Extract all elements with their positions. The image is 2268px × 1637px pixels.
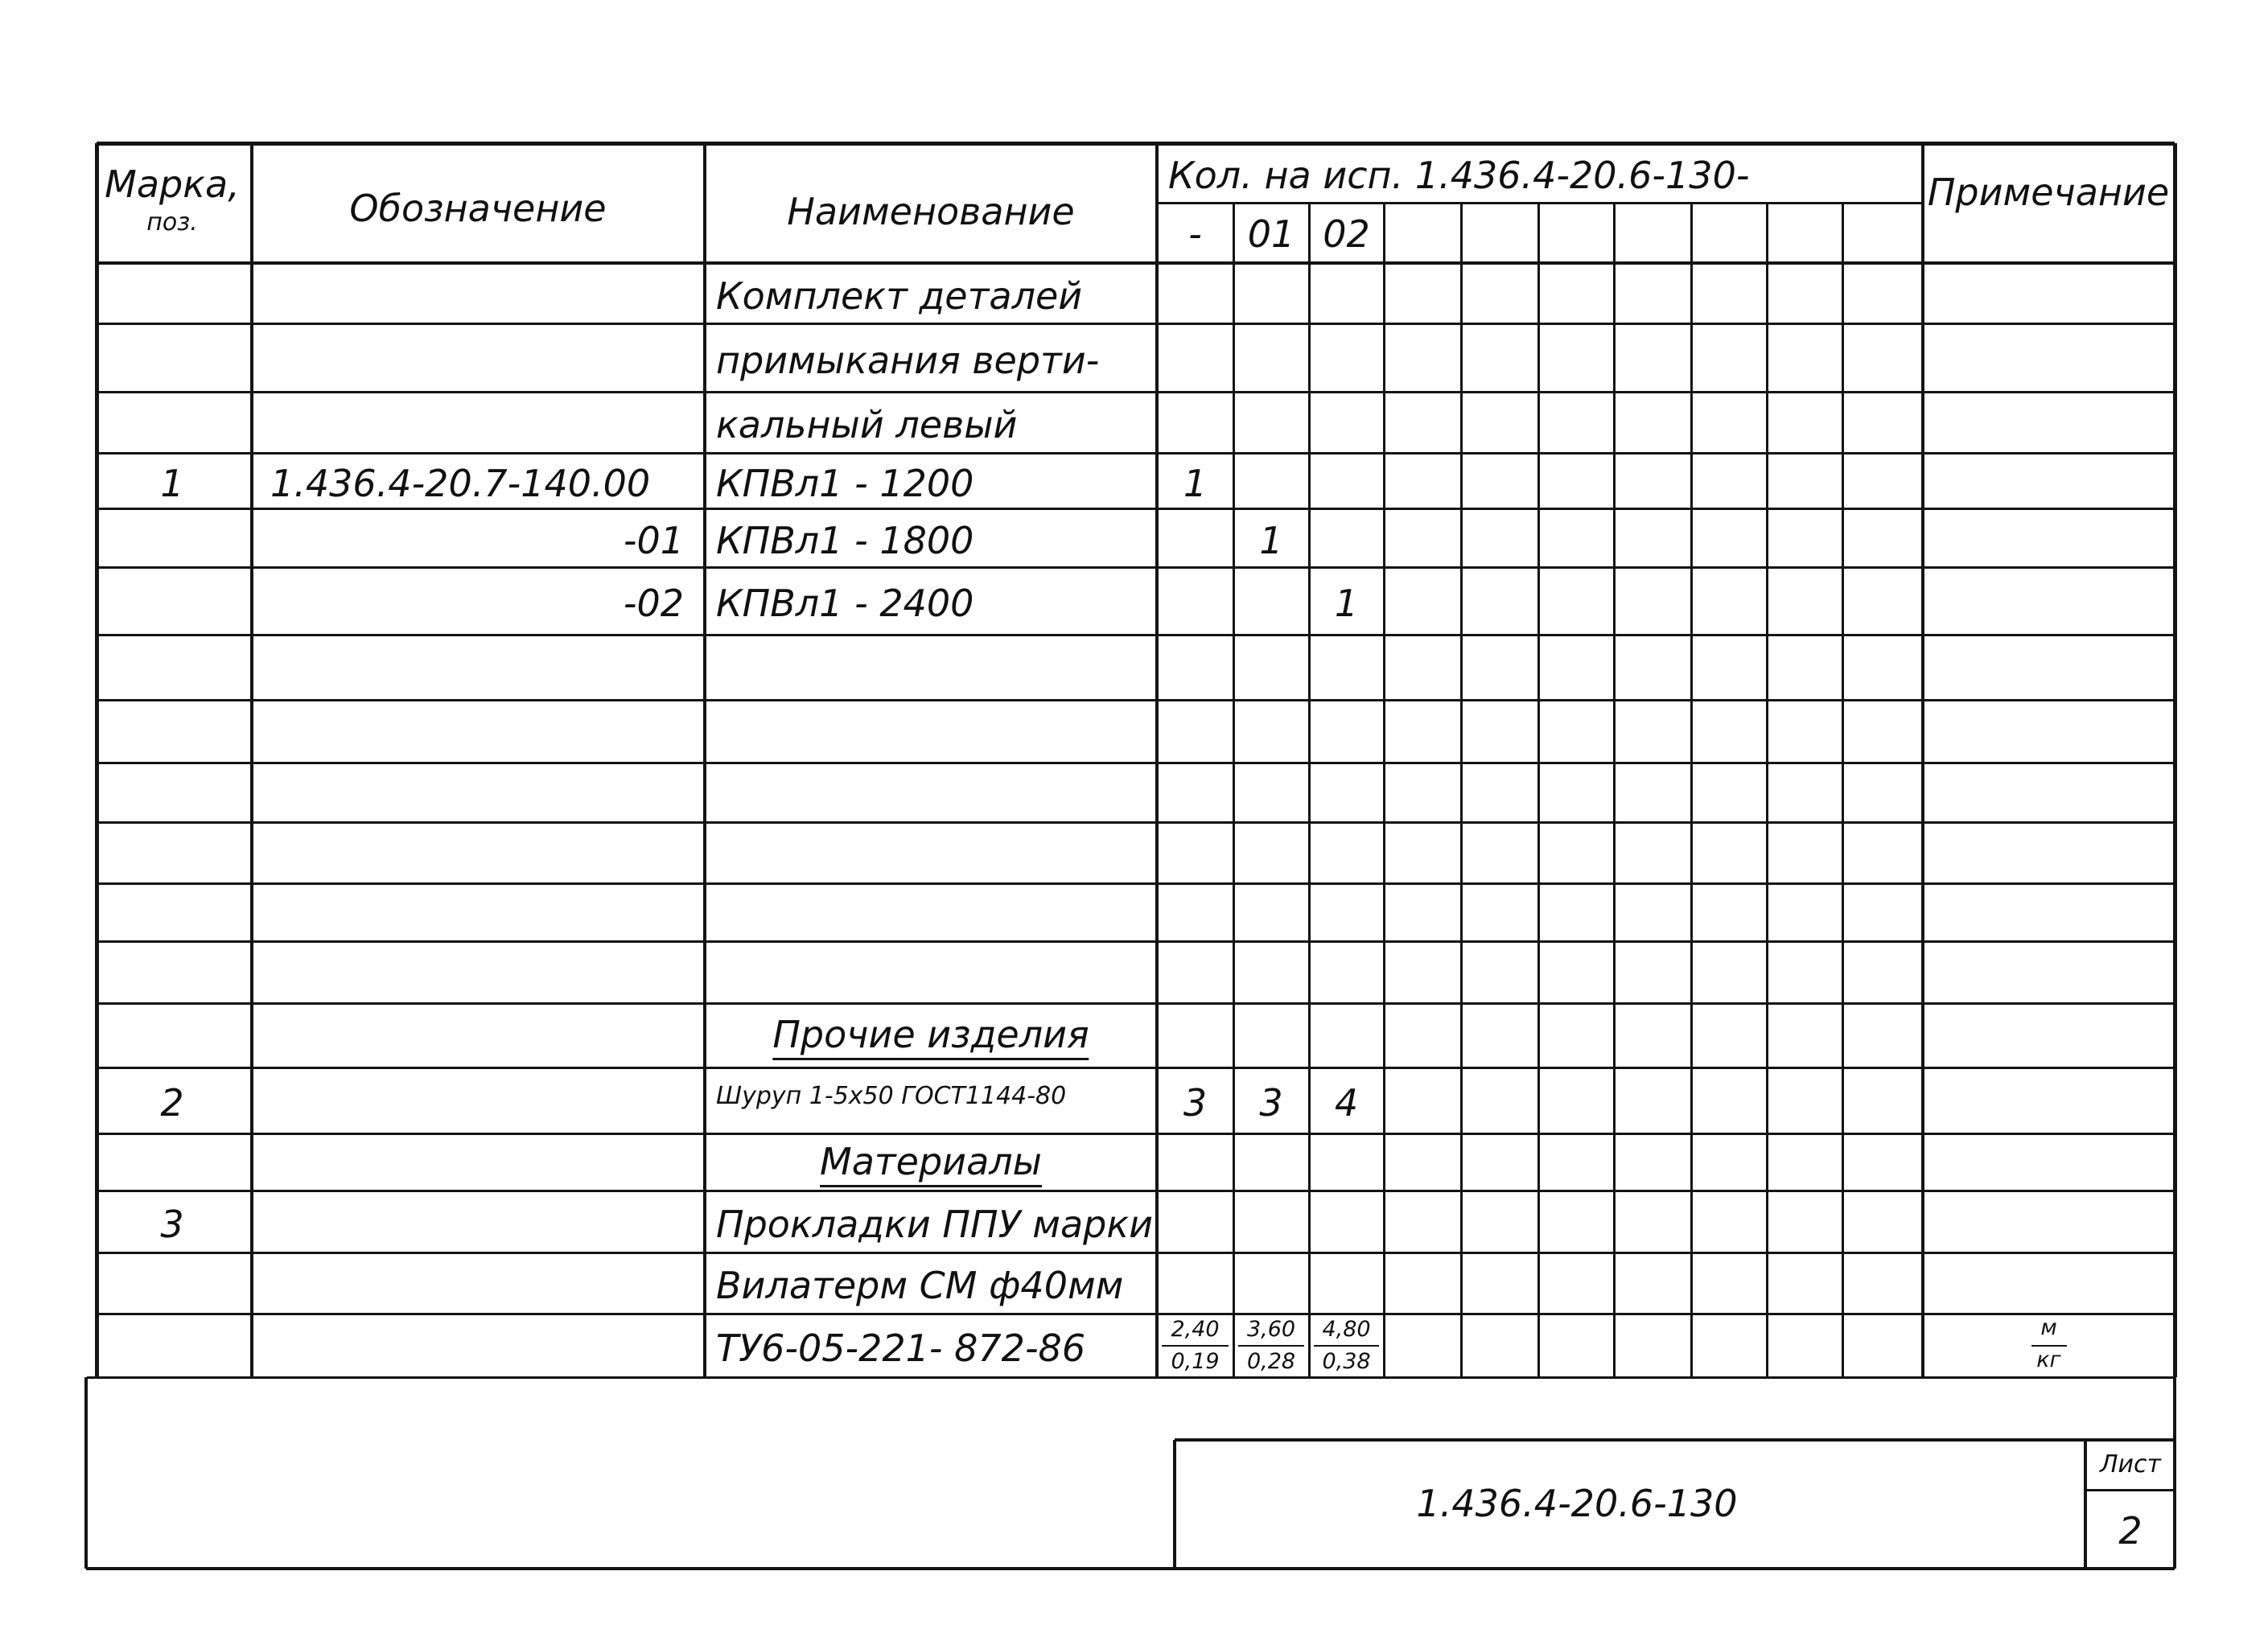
row-name: примыкания верти- (716, 338, 1100, 382)
grid-line-v (1155, 143, 1159, 1377)
grid-line-h (86, 1567, 2175, 1570)
grid-line-h (97, 566, 2175, 569)
row-marka: 1 (160, 461, 184, 505)
row-name: Прокладки ППУ марки (716, 1202, 1154, 1246)
grid-line-v (2173, 143, 2177, 1377)
row-qty: 4 (1334, 1081, 1359, 1125)
grid-line-h (87, 1376, 2175, 1379)
grid-line-h (97, 1190, 2175, 1192)
grid-line-h (97, 1002, 2175, 1005)
grid-line-v (1308, 203, 1311, 1377)
grid-line-v (1173, 1440, 1176, 1569)
row-oboznachenie: -02 (623, 582, 684, 625)
section-title: Материалы (820, 1143, 1042, 1187)
grid-line-v (1233, 203, 1235, 1377)
grid-line-h (2031, 1345, 2067, 1347)
sheet-number: 2 (2118, 1509, 2142, 1553)
row-name: КПВл1 - 1200 (716, 461, 974, 505)
grid-line-h (97, 882, 2175, 885)
grid-line-v (1383, 203, 1385, 1377)
row-oboznachenie: -01 (623, 518, 684, 562)
header-kol-title: Кол. на исп. 1.436.4-20.6-130- (1168, 154, 1750, 197)
row-qty: 1 (1334, 582, 1359, 625)
row-qty: 1 (1183, 461, 1208, 505)
row-qty-length: 2,40 (1171, 1317, 1220, 1342)
grid-line-v (1537, 203, 1540, 1377)
grid-line-h (2085, 1489, 2175, 1491)
grid-line-v (2084, 1440, 2087, 1569)
grid-line-h (97, 1313, 2175, 1315)
grid-line-h (97, 142, 2175, 146)
grid-line-h (1238, 1345, 1304, 1347)
grid-line-h (97, 940, 2175, 943)
grid-line-v (84, 1377, 88, 1569)
row-note-unit-top: м (2040, 1315, 2057, 1340)
grid-line-h (97, 1252, 2175, 1254)
sheet-label: Лист (2099, 1450, 2162, 1479)
header-variant-2: 02 (1323, 212, 1370, 256)
row-name: Вилатерм СМ ф40мм (716, 1264, 1124, 1307)
grid-line-h (97, 699, 2175, 701)
grid-line-h (97, 452, 2175, 454)
row-name: КПВл1 - 1800 (716, 518, 974, 562)
header-variant-1: 01 (1247, 212, 1295, 256)
header-marka: Марка, (105, 162, 240, 206)
row-qty-mass: 0,19 (1171, 1348, 1220, 1374)
row-name: Шуруп 1-5х50 ГОСТ1144-80 (716, 1082, 1067, 1110)
grid-line-h (97, 1133, 2175, 1135)
row-note-unit-bottom: кг (2036, 1347, 2061, 1372)
row-qty-mass: 0,38 (1322, 1348, 1371, 1374)
grid-line-h (97, 762, 2175, 764)
grid-line-h (1175, 1438, 2175, 1442)
row-name: кальный левый (716, 403, 1018, 446)
row-marka: 2 (160, 1081, 184, 1125)
grid-line-v (1921, 143, 1924, 1377)
grid-line-v (703, 143, 706, 1377)
header-poz: поз. (146, 208, 198, 237)
grid-line-h (1314, 1345, 1379, 1347)
grid-line-h (97, 508, 2175, 510)
row-qty-length: 4,80 (1322, 1317, 1371, 1342)
header-naimenovanie: Наименование (787, 190, 1075, 233)
grid-line-h (97, 634, 2175, 636)
grid-line-v (1766, 203, 1768, 1377)
row-qty-mass: 0,28 (1246, 1348, 1296, 1374)
row-name: Комплект деталей (716, 274, 1083, 318)
grid-line-h (97, 323, 2175, 325)
row-qty: 3 (1259, 1081, 1283, 1125)
grid-line-h (97, 391, 2175, 393)
row-marka: 3 (160, 1202, 184, 1246)
grid-line-h (97, 261, 2175, 265)
header-oboznachenie: Обозначение (349, 187, 607, 230)
header-primechanie: Примечание (1927, 171, 2170, 214)
grid-line-v (2173, 1377, 2176, 1569)
grid-line-h (97, 1067, 2175, 1069)
row-qty: 3 (1183, 1081, 1208, 1125)
grid-line-h (1162, 1345, 1229, 1347)
grid-line-v (1460, 203, 1463, 1377)
grid-line-v (250, 143, 253, 1377)
grid-line-h (97, 821, 2175, 824)
row-qty: 1 (1259, 518, 1283, 562)
grid-line-v (1690, 203, 1693, 1377)
header-variant-0: - (1188, 212, 1202, 256)
row-name: КПВл1 - 2400 (716, 582, 974, 625)
grid-line-h (1157, 202, 1923, 204)
grid-line-v (1613, 203, 1616, 1377)
grid-line-v (1842, 203, 1844, 1377)
section-title: Прочие изделия (772, 1016, 1089, 1060)
doc-number: 1.436.4-20.6-130 (1416, 1482, 1738, 1525)
row-name: ТУ6-05-221- 872-86 (716, 1326, 1086, 1370)
row-qty-length: 3,60 (1246, 1317, 1296, 1342)
row-oboznachenie: 1.436.4-20.7-140.00 (270, 461, 651, 505)
grid-line-v (95, 143, 99, 1377)
